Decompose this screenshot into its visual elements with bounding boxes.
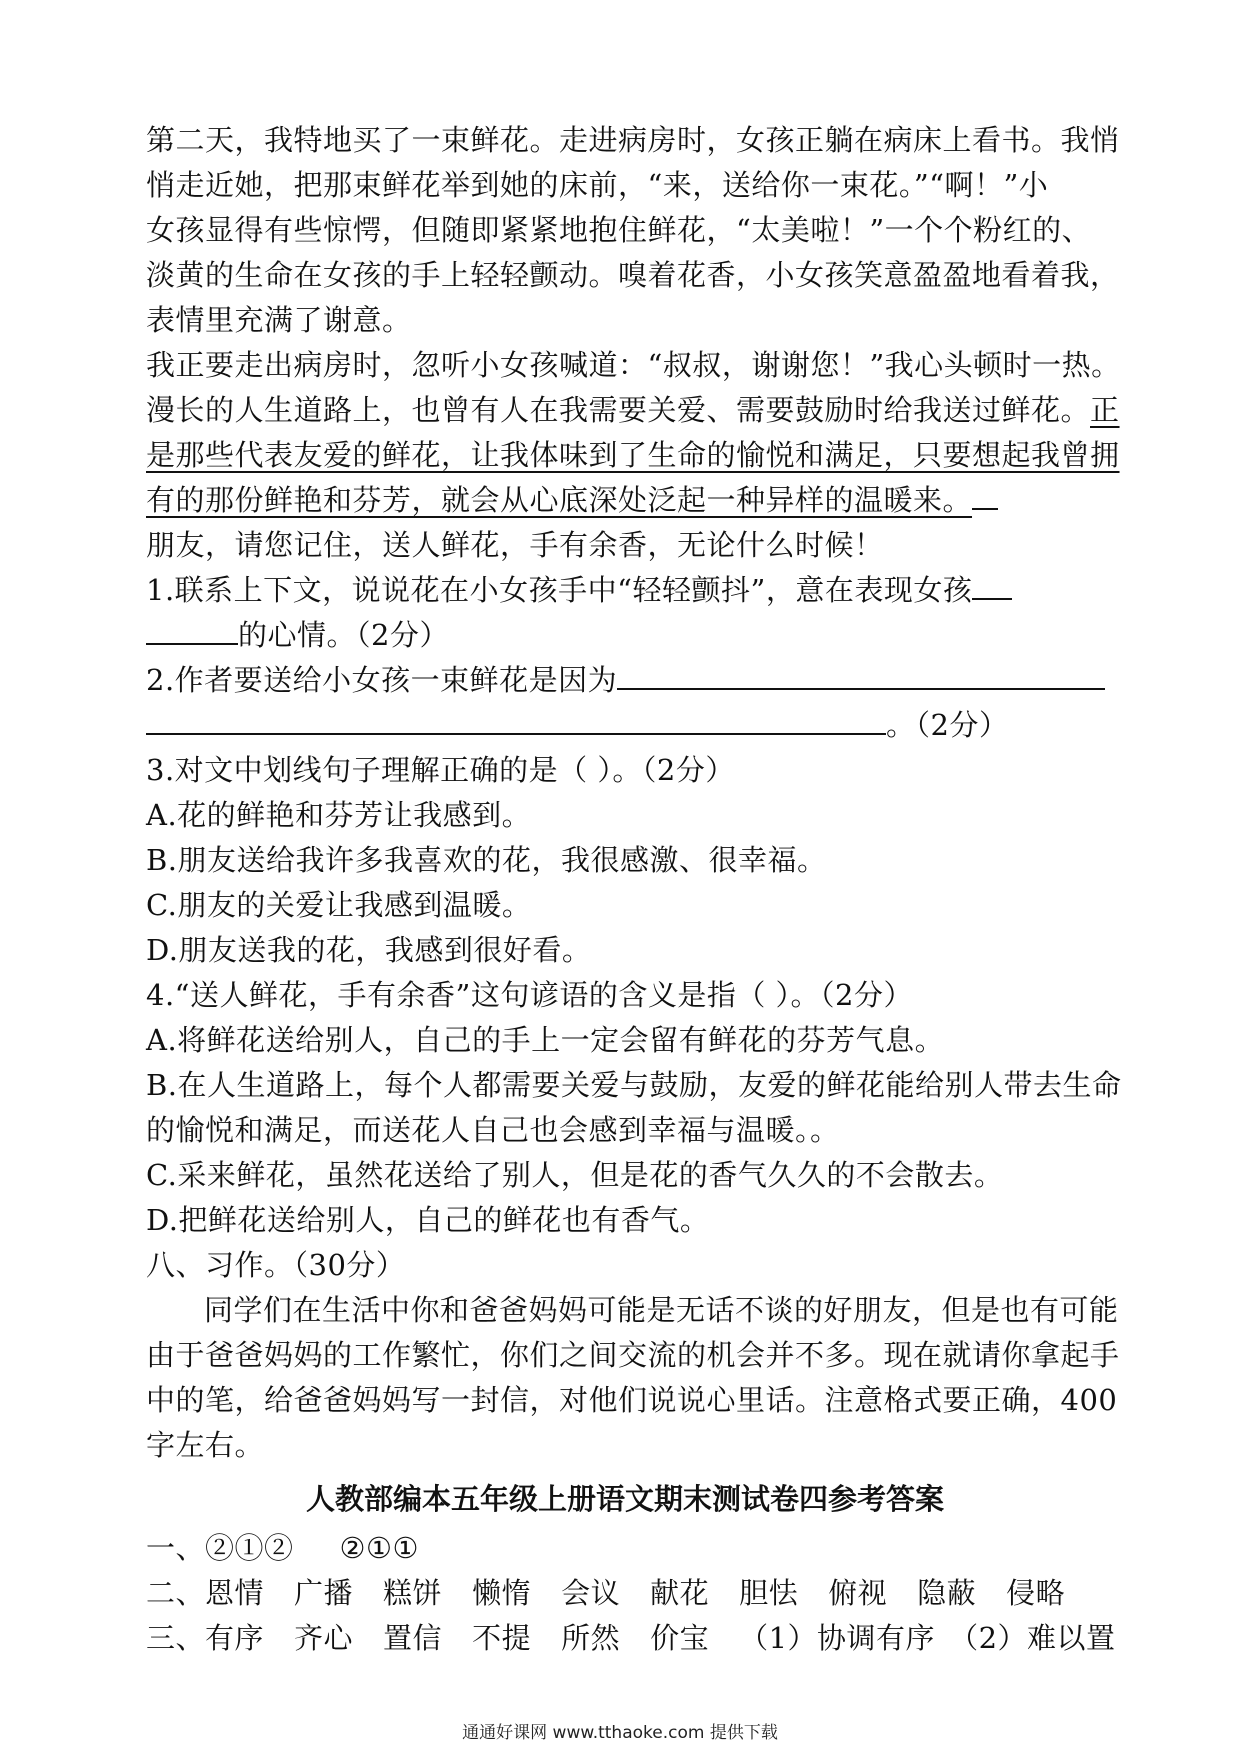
answer-item: 置信 xyxy=(383,1621,443,1655)
section-8-heading: 八、习作。（30分） xyxy=(146,1248,406,1282)
answer-item: 懒惰 xyxy=(472,1576,532,1610)
question-3-option-d: D.朋友送我的花，我感到很好看。 xyxy=(146,933,592,967)
answer-item: 隐蔽 xyxy=(917,1576,977,1610)
question-3-option-c: C.朋友的关爱让我感到温暖。 xyxy=(146,888,532,922)
passage-line xyxy=(146,388,1120,433)
question-4-stem: 4.“送人鲜花，手有余香”这句谚语的含义是指（ ）。（2分） xyxy=(146,978,913,1012)
answer-item: 不提 xyxy=(472,1621,532,1655)
underlined-sentence: 正 xyxy=(1090,393,1120,427)
answer-line-2 xyxy=(146,1571,1104,1616)
answer-item: 会议 xyxy=(561,1576,621,1610)
section-8-text: 中的笔，给爸爸妈妈写一封信，对他们说说心里话。注意格式要正确，400 xyxy=(146,1383,1118,1417)
answer-blank[interactable] xyxy=(617,658,1105,690)
passage-line: 第二天，我特地买了一束鲜花。走进病房时，女孩正躺在病床上看书。我悄 xyxy=(146,123,1120,157)
underline-tail xyxy=(972,508,998,510)
answer-item: 恩情 xyxy=(205,1576,265,1610)
section-8-text: 由于爸爸妈妈的工作繁忙，你们之间交流的机会并不多。现在就请你拿起手 xyxy=(146,1338,1120,1372)
passage-line xyxy=(146,478,1104,523)
question-2 xyxy=(146,658,1104,703)
question-3-stem: 3.对文中划线句子理解正确的是（ ）。（2分） xyxy=(146,753,735,787)
answer-blank[interactable] xyxy=(972,568,1012,600)
question-4-option-a: A.将鲜花送给别人，自己的手上一定会留有鲜花的芬芳气息。 xyxy=(146,1023,945,1057)
document-content xyxy=(146,118,1122,1661)
question-1-text: 1.联系上下文，说说花在小女孩手中“轻轻颤抖”，意在表现女孩 xyxy=(146,573,973,607)
answer-item: 胆怯 xyxy=(739,1576,799,1610)
question-4-option-b-cont: 的愉悦和满足，而送花人自己也会感到幸福与温暖。。 xyxy=(146,1113,840,1147)
answer-line-1 xyxy=(146,1526,1104,1571)
question-1 xyxy=(146,568,1104,613)
download-footer: 通通好课网 www.tthaoke.com 提供下载 xyxy=(462,1723,778,1743)
question-2-text: 2.作者要送给小女孩一束鲜花是因为 xyxy=(146,663,618,697)
underlined-sentence: 是那些代表友爱的鲜花，让我体味到了生命的愉悦和满足，只要想起我曾拥 xyxy=(146,438,1120,472)
question-4-option-b: B.在人生道路上，每个人都需要关爱与鼓励，友爱的鲜花能给别人带去生命 xyxy=(146,1068,1122,1102)
answer-label: 一、 xyxy=(146,1531,206,1565)
answer-item: 献花 xyxy=(650,1576,710,1610)
passage-line: 表情里充满了谢意。 xyxy=(146,303,412,337)
answer-item: 价宝 xyxy=(650,1621,710,1655)
underlined-sentence: 有的那份鲜艳和芬芳，就会从心底深处泛起一种异样的温暖来。 xyxy=(146,483,973,517)
passage-line: 悄走近她，把那束鲜花举到她的床前，“来，送给你一束花。”“啊！”小 xyxy=(146,168,1049,202)
passage-line: 朋友，请您记住，送人鲜花，手有余香，无论什么时候！ xyxy=(146,528,884,562)
answer-item: ②①② xyxy=(205,1531,294,1565)
passage-text: 漫长的人生道路上，也曾有人在我需要关爱、需要鼓励时给我送过鲜花。 xyxy=(146,393,1091,427)
answer-item: （2）难以置 xyxy=(949,1621,1116,1655)
question-2-text: 。（2分） xyxy=(886,708,1009,742)
section-8-text: 字左右。 xyxy=(146,1428,265,1462)
question-3-option-b: B.朋友送给我许多我喜欢的花，我很感激、很幸福。 xyxy=(146,843,827,877)
answer-item: 有序 xyxy=(205,1621,265,1655)
answer-item: 侵略 xyxy=(1006,1576,1066,1610)
answer-item: ②①① xyxy=(339,1531,420,1565)
answer-item: 俯视 xyxy=(828,1576,888,1610)
answer-item: 所然 xyxy=(561,1621,621,1655)
passage-line: 女孩显得有些惊愕，但随即紧紧地抱住鲜花，“太美啦！”一个个粉红的、 xyxy=(146,213,1092,247)
passage-line: 我正要走出病房时，忽听小女孩喊道：“叔叔，谢谢您！”我心头顿时一热。 xyxy=(146,348,1121,382)
passage-line: 淡黄的生命在女孩的手上轻轻颤动。嗅着花香，小女孩笑意盈盈地看着我， xyxy=(146,258,1120,292)
question-3-option-a: A.花的鲜艳和芬芳让我感到。 xyxy=(146,798,532,832)
question-1-text: 的心情。（2分） xyxy=(238,618,449,652)
question-4-option-d: D.把鲜花送给别人，自己的鲜花也有香气。 xyxy=(146,1203,710,1237)
answer-item: 广播 xyxy=(294,1576,354,1610)
section-8-text: 同学们在生活中你和爸爸妈妈可能是无话不谈的好朋友，但是也有可能 xyxy=(204,1293,1119,1327)
answer-blank[interactable] xyxy=(146,613,238,645)
answer-item: 糕饼 xyxy=(383,1576,443,1610)
answer-key-title: 人教部编本五年级上册语文期末测试卷四参考答案 xyxy=(305,1482,944,1516)
answer-item: （1）协调有序 xyxy=(739,1621,936,1655)
answer-item: 齐心 xyxy=(294,1621,354,1655)
question-1-cont xyxy=(146,613,1104,658)
answer-label: 三、 xyxy=(146,1621,206,1655)
answer-blank[interactable] xyxy=(146,703,886,735)
answer-line-3 xyxy=(146,1616,1116,1661)
question-4-option-c: C.采来鲜花，虽然花送给了别人，但是花的香气久久的不会散去。 xyxy=(146,1158,1004,1192)
passage-line xyxy=(146,433,1120,478)
question-2-cont xyxy=(146,703,1104,748)
answer-label: 二、 xyxy=(146,1576,206,1610)
